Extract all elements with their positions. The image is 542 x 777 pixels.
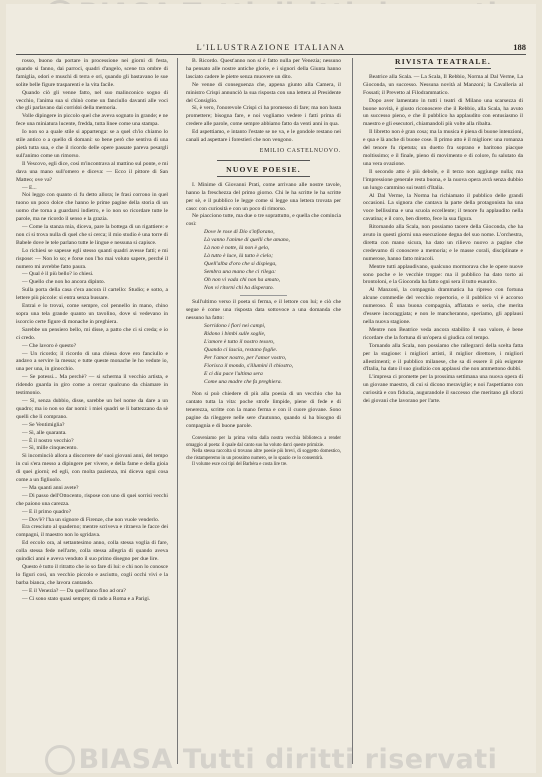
- footnote: Nella stessa raccolta si trovano altre poesie più brevi, di soggetto domestico, che ristamperemo in un prossimo numero, se lo spazio ce lo consentirà.: [186, 449, 341, 461]
- watermark-text: BIASA Tutti diritti riservati: [78, 743, 498, 775]
- article-paragraph: Questo è tutto il ritratto che io so fare di lui: e chi non lo conosce lo figuri così, un vecchio piccolo e asciutto, cogli occhi vivi e la barba bianca, che lavora cantando.: [16, 564, 168, 586]
- poem-stanza: [186, 229, 341, 292]
- article-paragraph: — Sì, mille cinquecento.: [22, 445, 78, 452]
- right-column: [363, 58, 523, 764]
- stanza-rule: [240, 295, 287, 296]
- poem-stanza: [186, 323, 341, 386]
- article-paragraph: Ed aspettiamo, e intanto l'estate se ne va, e le gondole restano nei canali ad aspettare i forestieri che non vengono.: [186, 129, 341, 144]
- article-paragraph: — Qual è il più bello? io chiesi.: [22, 271, 94, 278]
- left-column: [16, 58, 168, 764]
- column-divider: [177, 58, 178, 764]
- article-paragraph: — Quello che non ho ancora dipinto.: [22, 279, 106, 286]
- poem-line: Là non è notte, là non è gelo,: [204, 245, 270, 252]
- article-paragraph: Noi leggo con quanto ci fu detto allora; le frasi corrono in quel tuono un poco dolce che hanno le prime pagine della storia di un uomo che torna a guardarsi indietro, e io non so ricordare tutte le parole, ma ne ricordo il senso e la grazia.: [16, 192, 168, 223]
- review-paragraph: Il secondo atto è più debole, e il terzo non aggiunge nulla; ma l'impressione generale resta buona, e la nuova opera avrà senza dubbio un lungo cammino sui teatri d'Italia.: [363, 168, 523, 191]
- article-paragraph: Quando ciò gli venne fatto, nel suo malinconico sogno di vecchio, l'anima sua si chinò come un fanciullo davanti alle voci che gli parlavano dai corridoi della memoria.: [16, 89, 168, 112]
- review-paragraph: Beatrice alla Scala. — La Scala, Il Rebbio, Norma al Dal Verme, La Gioconda, un successo. Nessuna novità al Manzoni; la Cavalleria al Fossati; il Prevetto al Filodrammatico.: [363, 73, 523, 96]
- poem-line: Quell'alba d'oro che si dispiega,: [204, 260, 277, 267]
- review-paragraph: Dopo aver lamentato in tutti i teatri di Milano una scarsezza di buone novità, è giusto riconoscere che il Rebbio, alla Scala, ha avuto un successo pieno, e che il pubblico ha applaudito con entusiasmo il maestro e gli esecutori, chiamandoli più volte alla ribalta.: [363, 97, 523, 128]
- article-paragraph: — Sì, alle quaranta.: [22, 429, 67, 436]
- section-rule: [217, 176, 310, 177]
- theatre-review-body: [363, 74, 523, 406]
- article-paragraph: Sulla porta della casa c'era ancora il cartello: Studio; e sotto, a lettere più piccole: si entra senza bussare.: [16, 287, 168, 302]
- section-title-theatre: RIVISTA TEATRALE.: [395, 58, 491, 66]
- newspaper-page: [6, 4, 536, 773]
- review-paragraph: Il libretto non è gran cosa; ma la musica è piena di buone intenzioni, e qua e là anche di buone cose. Il primo atto è il migliore: una romanza del tenore fu ripetuta; un duetto fra soprano e baritono piacque moltissimo; e il finale, pieno di movimento e di colore, fu salutato da una vera ovazione.: [363, 129, 523, 167]
- poem-line: Oh non vi vada chi non ha amato,: [204, 276, 281, 283]
- poem-line: E ci dia pace l'ultima sera: [204, 370, 263, 377]
- poetry-closing: Non si può chiedere di più alla poesia di un vecchio che ha cantato tutta la vita: poche strofe limpide, piene di fede e di tenerezza, scritte con la mano ferma e con il cuore giovane. Sono pagine da rileggere nelle sere d'autunno, quando si ha bisogno di compagnia e di buone parole.: [186, 391, 341, 430]
- middle-intro: [186, 58, 341, 145]
- review-paragraph: Tornando alla Scala, non possiamo che rallegrarci della scelta fatta per la stagione: i migliori artisti, il miglior direttore, i migliori allestimenti; e il pubblico milanese, che sa di essere il più esigente d'Italia, ha dato il suo giudizio con applausi che non ammettono dubbi.: [363, 342, 523, 373]
- article-paragraph: — Ma quanti anni avete?: [22, 484, 79, 491]
- poem-line: Sembra una mano che ci rilega:: [204, 268, 276, 275]
- review-paragraph: Al Dal Verme, la Norma ha richiamato il pubblico delle grandi occasioni. La signora che cantava la parte della protagonista ha una voce bellissima e una scuola eccellente; il tenore fu applaudito nella cavatina; e il coro, ben diretto, fece la sua figura.: [363, 192, 523, 223]
- header-rule: [16, 54, 526, 55]
- article-paragraph: Sarebbe un pensiero bello, mi disse, a patto che ci si creda; e io ci credo.: [16, 326, 168, 341]
- article-paragraph: — E il Venezia? — Da quell'anno fino ad ora?: [22, 587, 126, 594]
- poem-line: Ridono i bimbi sulle soglie,: [204, 331, 266, 338]
- article-paragraph: — Che lavoro è questo?: [22, 342, 77, 349]
- poetry-intro: [186, 182, 341, 229]
- poem-line: Sorridono i fiori nei campi,: [204, 323, 266, 330]
- article-paragraph: Volle dipingere in piccolo quel che aveva sognato in grande; e ne fece una miniatura lucente, fredda, tutta linee come una stampa.: [16, 113, 168, 128]
- poem-line: Dove le rose di Dio s'infiorano,: [204, 229, 275, 236]
- review-paragraph: Al Manzoni, la compagnia drammatica ha ripreso con fortuna alcune commedie del vecchio repertorio, e il pubblico vi è accorso numeroso. È una buona compagnia, affiatata e seria, che merita d'essere incoraggiata; e non le mancheranno, speriamo, gli applausi nella nuova stagione.: [363, 287, 523, 325]
- column-divider: [352, 58, 353, 764]
- article-signature: EMILIO CASTELNUOVO.: [259, 147, 341, 154]
- section-title-poetry: NUOVE POESIE.: [226, 164, 301, 174]
- poem-line: Come una madre che fa preghiera.: [204, 378, 282, 385]
- page-number: 188: [513, 42, 526, 52]
- footnote: Il volume esce coi tipi del Barbèra e costa lire tre.: [192, 462, 288, 468]
- poem-line: Per l'amor nostro, per l'amor vostro,: [204, 354, 287, 361]
- poem-line: Fiorisca il mondo, s'illumini il chiostro,: [204, 362, 294, 369]
- article-paragraph: — Un ricordo; il ricordo di una chiesa dove ero fanciullo e andavo a servire la messa; e tutte queste monache le ho vedute io, una per una, in ginocchio.: [16, 350, 168, 373]
- article-paragraph: rosso, buono da portare in processione nei giorni di festa, quando si fanno, dai parroci, quadri d'angelo, scene tra ombre di famiglia, odori e muschi di terra e ori, quando gli bastavano le sue solite belle figure trasparenti e la vita facile.: [16, 58, 168, 88]
- article-paragraph: Era cresciuto al quaderno; mentre scriveva e ritraeva le facce dei compagni, il maestro non lo sgridava.: [16, 524, 168, 539]
- poem-line: Là vanno l'anime di quelli che amano,: [204, 237, 290, 244]
- article-paragraph: — Se Ventimiglia?: [22, 421, 65, 428]
- article-paragraph: — Come la stanza mia, diceva, pare la bottega di un rigattiere: e non ci si trova nulla di quel che si cerca; il mio studio è una torre di Babele dove le tele parlano tutte le lingue e nessuna si capisce.: [16, 224, 168, 246]
- article-paragraph: — Se potessi... Ma perchè? — si scherma il vecchio artista, e ridendo guarda in giro come a cercar qualcuno da chiamare in testimonio.: [16, 374, 168, 397]
- running-head: [6, 42, 536, 54]
- footnote: Conveniamo per la prima volta dalla nostra vecchia biblioteca a render omaggio al poeta: il quale dal canto suo ha voluto darci queste primizie.: [186, 435, 341, 448]
- article-paragraph: I. Minime di Giovanni Prati, come arrivano alle nostre tavole, hanno la freschezza del primo giorno. Chi le ha scritte le ha scritte per sè, e il pubblico le legge come si legge una lettera trovata per caso: con curiosità e con un poco di rimorso.: [186, 181, 341, 212]
- review-paragraph: Ritornando alla Scala, non possiamo tacere della Gioconda, che ha avuto in questi giorni una esecuzione degna del suo nome. L'orchestra, diretta con mano sicura, ha dato un rilievo nuovo a pagine che credevamo di conoscere a memoria; e le masse corali, disciplinate e numerose, hanno fatto miracoli.: [363, 224, 523, 262]
- article-paragraph: Io non so a quale stile si appartenga: se a quel ch'io chiamo lo stile antico o a quello di domani: so bene però che sentiva di una pietà tutta sua, e che il ricordo delle opere passate pareva pesargli sull'animo come un rimorso.: [16, 129, 168, 159]
- section-rule: [395, 68, 491, 69]
- article-paragraph: — E...: [22, 184, 37, 191]
- article-paragraph: Lo richiesi se sapesse egli stesso quanti quadri avesse fatti; e mi rispose: — Non lo so; e forse non l'ho mai voluto sapere, perché il numero mi avrebbe fatto paura.: [16, 247, 168, 270]
- poetry-commentary: Sull'ultimo verso il poeta si ferma, e il lettore con lui; e ciò che segue è come una risposta data sottovoce a una domanda che nessuno ha fatto:: [186, 299, 341, 322]
- publication-title: L'ILLUSTRAZIONE ITALIANA: [196, 42, 346, 52]
- review-paragraph: L'impresa ci promette per la prossima settimana una nuova opera di un giovane maestro, di cui si dicono meraviglie; e noi l'aspettiamo con curiosità e con fiducia, augurandole il successo che meritano gli sforzi dei giovani che lavorano per l'arte.: [363, 374, 523, 405]
- poem-line: Quando ci lascia, restano foglie.: [204, 346, 278, 353]
- article-paragraph: — Ci sono stato quasi sempre; di rado a Roma e a Parigi.: [22, 595, 151, 602]
- middle-column: [186, 58, 341, 764]
- section-rule: [217, 160, 310, 161]
- footnotes: [186, 436, 341, 469]
- article-paragraph: — Dov'è? l'ha un signore di Firenze, che non vuole venderlo.: [22, 516, 160, 523]
- review-paragraph: Mentre tutti applaudivano, qualcuno mormorava che le opere nuove sono poche e le vecchie troppe: ma il pubblico ha dato torto ai brontoloni, e la Gioconda ha fatto ogni sera il tutto esaurito.: [363, 263, 523, 286]
- poem-line: Non vi ritorni chi ha disperato.: [204, 284, 274, 291]
- article-paragraph: Ne piacciono tutte, ma due o tre soprattutto, e quella che comincia così:: [186, 213, 341, 228]
- article-paragraph: Entrai e lo trovai, come sempre, col pennello in mano, chino sopra una tela grande quanto un tavolino, dove si vedevano in iscorcio certe figure di monache in preghiera.: [16, 303, 168, 325]
- article-paragraph: — Sì, senza dubbio, disse, sarebbe un bel nome da dare a un quadro; ma io non so dar nomi: i miei quadri se li battezzano da sè quelli che li comprano.: [16, 397, 168, 420]
- article-paragraph: — È il nostro vecchio?: [22, 437, 74, 444]
- article-paragraph: Il Vescovo, egli dice, così m'incontrava al mattino sul ponte, e mi dava una mano sull'omero e diceva: — Ecco il pittore di San Matteo; ove va?: [16, 160, 168, 183]
- article-paragraph: Ed eccolo ora, al settantesimo anno, colla stessa voglia di fare, colla stessa fede nell'arte, colla stessa allegria di quando aveva quindici anni e aveva venduto il suo primo disegno per due lire.: [16, 540, 168, 563]
- article-paragraph: Si, è vero, l'onorevole Crispi ci ha promesso di fare; ma non basta promettere; bisogna fare, e noi vogliamo vedere i fatti prima di credere alle parole, come sempre abbiamo fatto da venti anni in qua.: [186, 105, 341, 128]
- poem-line: L'amore è tutto il nostro tesoro,: [204, 339, 275, 345]
- article-paragraph: — E il primo quadro?: [22, 508, 72, 515]
- poem-line: Là tutto è luce, là tutto è cielo;: [204, 252, 273, 259]
- article-paragraph: B. Ricordo. Quest'anno non si è fatto nulla per Venezia; nessuno ha pensato alle nostre antiche glorie, e i signori della Giunta hanno lasciato cadere le pietre senza muovere un dito.: [186, 58, 341, 80]
- review-paragraph: Mentre non Beatrice veda ancora stabilito il suo valore, è bene ricordare che la fortuna di un'opera si giudica col tempo.: [363, 326, 523, 341]
- article-paragraph: — Di passo dell'Ottocento, rispose con uno di quei sorrisi vecchi che paiono una carezza.: [16, 492, 168, 507]
- article-paragraph: Si incominciò allora a discorrere de' suoi giovani anni, del tempo in cui s'era messo a dipingere per vivere, e della fame e della gioia di quei giorni; ed egli, con molta pazienza, mi diceva ogni cosa come a un figliuolo.: [16, 453, 168, 484]
- article-paragraph: Ne venne di conseguenza che, appena giunto alla Camera, il ministro Crispi annunciò la sua risposta con una lettera al Presidente del Consiglio.: [186, 81, 341, 104]
